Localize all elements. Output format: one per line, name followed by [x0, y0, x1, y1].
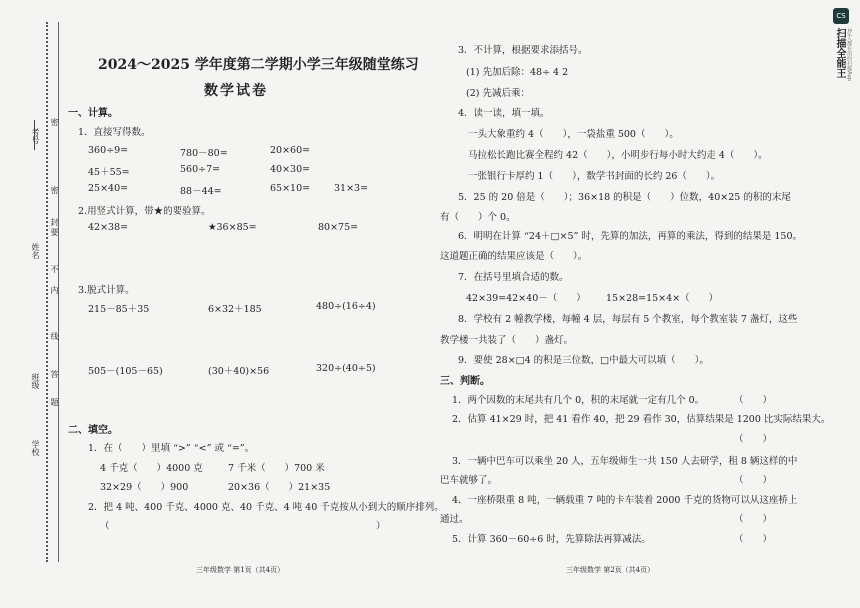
- s2-q6-line1: 6．明明在计算 “24＋□×5” 时，先算的加法，再算的乘法，得到的结果是 150。: [458, 231, 803, 242]
- s2-q1-item: 20×36（ ）21×35: [228, 482, 331, 493]
- s1-q3-item: 480÷(16÷4): [316, 301, 376, 312]
- seal-char-inner: 内: [50, 286, 59, 294]
- s2-q4-line: 马拉松长跑比赛全程约 42（ ），小明步行每小时大约走 4（ ）。: [468, 150, 768, 161]
- page-title: 2024～2025 学年度第二学期小学三年级随堂练习: [98, 57, 419, 73]
- s3-item-1-line: 1．两个因数的末尾共有几个 0，积的末尾就一定有几个 0。: [452, 395, 705, 406]
- exam-no-blank: [34, 120, 35, 150]
- page-subtitle: 数学试卷: [204, 83, 268, 99]
- s2-q4-line: 一头大象重约 4（ ），一袋盐重 500（ ）。: [468, 129, 679, 140]
- s3-item-5-line: 5．计算 360－60÷6 时，先算除法再算减法。: [452, 534, 651, 545]
- scanner-logo-icon: CS: [833, 8, 849, 24]
- section2-heading: 二、填空。: [68, 425, 118, 436]
- s1-q3-item: 6×32＋185: [208, 304, 262, 315]
- footer-page-2: 三年级数学 第2页（共4页）: [566, 566, 655, 574]
- name-label: 姓名: [31, 243, 40, 259]
- s1-q1-item: 88－44=: [180, 186, 222, 197]
- s3-item-3-line: 巴车就够了。: [440, 475, 498, 486]
- s1-q1-item: 31×3=: [334, 183, 369, 194]
- s1-q1-item: 65×10=: [270, 183, 311, 194]
- s3-item-4-mark: （ ）: [734, 514, 773, 525]
- seal-char-should: 要: [50, 228, 59, 236]
- binding-dotted-line: [46, 22, 48, 562]
- s3-item-3-line: 3．一辆中巴车可以乘坐 20 人，五年级师生一共 150 人去研学，租 8 辆这样的中: [452, 456, 798, 467]
- s3-item-2-mark: （ ）: [734, 434, 773, 445]
- seal-char-seal: 封: [50, 218, 59, 226]
- s1-q2-item: ★36×85=: [208, 222, 257, 233]
- s2-q3-label: 3．不计算，根据要求添括号。: [458, 45, 588, 56]
- s2-q1-item: 7 千米（ ）700 米: [228, 463, 325, 474]
- seal-char-question: 题: [50, 398, 59, 406]
- s3-item-3-mark: （ ）: [734, 475, 773, 486]
- s2-q8-line2: 教学楼一共装了（ ）盏灯。: [440, 335, 574, 346]
- seal-char-dense-2: 密: [50, 186, 59, 194]
- s2-q2-label: 2．把 4 吨、400 千克、4000 克、40 千克、4 吨 40 千克按从小到大的顺序排列。: [88, 502, 444, 513]
- s2-q1-item: 32×29（ ）900: [100, 482, 189, 493]
- s2-q2-blank-left: （: [100, 521, 110, 532]
- s2-q4-label: 4．读一读，填一填。: [458, 108, 550, 119]
- exam-no-label: 考号: [31, 128, 40, 144]
- s1-q3-item: 505－(105－65): [88, 366, 163, 377]
- s1-q1-label: 1．直接写得数。: [78, 127, 151, 138]
- s2-q3-sub2: (2) 先减后乘：: [466, 88, 530, 99]
- s2-q2-blank-right: ）: [376, 521, 386, 532]
- s1-q2-label: 2.用竖式计算，带★的要验算。: [78, 206, 211, 217]
- s3-item-4-line: 4．一座桥限重 8 吨，一辆载重 7 吨的卡车装着 2000 千克的货物可以从这座桥上: [452, 495, 798, 506]
- s1-q2-item: 42×38=: [88, 222, 129, 233]
- s1-q1-item: 25×40=: [88, 183, 129, 194]
- s2-q3-sub1: (1) 先加后除：48÷ 4 2: [466, 67, 569, 78]
- s2-q5-line1: 5．25 的 20 倍是（ ）；36×18 的积是（ ）位数，40×25 的积的末尾: [458, 192, 791, 203]
- seal-char-no: 不: [50, 265, 59, 273]
- scanner-app-name: 扫描全能王: [834, 28, 845, 78]
- s2-q7-item: 15×28=15×4×（ ）: [606, 293, 719, 304]
- s2-q7-label: 7．在括号里填合适的数。: [458, 272, 569, 283]
- s1-q1-item: 560÷7=: [180, 164, 221, 175]
- school-label: 学校: [31, 440, 40, 456]
- seal-char-dense-1: 密: [50, 118, 59, 126]
- s2-q1-item: 4 千克（ ）4000 克: [100, 463, 203, 474]
- section3-heading: 三、判断。: [440, 376, 490, 387]
- s2-q9-line1: 9．要使 28×□4 的积是三位数，□中最大可以填（ ）。: [458, 355, 709, 366]
- s1-q1-item: 780－80=: [180, 148, 228, 159]
- s1-q1-item: 45＋55=: [88, 167, 130, 178]
- s1-q3-item: (30＋40)×56: [208, 366, 270, 377]
- s2-q5-line2: 有（ ）个 0。: [440, 212, 516, 223]
- seal-char-answer: 答: [50, 370, 59, 378]
- s2-q8-line1: 8．学校有 2 幢教学楼，每幢 4 层，每层有 5 个教室，每个教室装 7 盏灯，这些: [458, 314, 798, 325]
- footer-page-1: 三年级数学 第1页（共4页）: [196, 566, 285, 574]
- s2-q6-line2: 这道题正确的结果应该是（ ）。: [440, 251, 588, 262]
- s1-q1-item: 40×30=: [270, 164, 311, 175]
- s1-q3-item: 215－85＋35: [88, 304, 150, 315]
- s1-q3-item: 320÷(40÷5): [316, 363, 376, 374]
- seal-char-line: 线: [50, 332, 59, 340]
- s2-q7-item: 42×39=42×40－（ ）: [466, 293, 586, 304]
- scanner-app-slogan: 3亿人都在用的扫描App: [846, 28, 852, 81]
- s3-item-5-mark: （ ）: [734, 534, 773, 545]
- s2-q4-line: 一张银行卡厚约 1（ ），数学书封面的长约 26（ ）。: [468, 171, 721, 182]
- s1-q1-item: 360÷9=: [88, 145, 129, 156]
- s2-q1-label: 1．在（ ）里填 “>” “<” 或 “=”。: [88, 443, 255, 454]
- s3-item-1-mark: （ ）: [734, 395, 773, 406]
- s1-q3-label: 3.脱式计算。: [78, 285, 135, 296]
- s3-item-2-line: 2．估算 41×29 时，把 41 看作 40，把 29 看作 30，估算结果是 1200 比实际结果大。: [452, 414, 831, 425]
- s1-q2-item: 80×75=: [318, 222, 359, 233]
- class-label: 班级: [31, 373, 40, 389]
- s1-q1-item: 20×60=: [270, 145, 311, 156]
- s3-item-4-line: 通过。: [440, 514, 469, 525]
- section1-heading: 一、计算。: [68, 108, 118, 119]
